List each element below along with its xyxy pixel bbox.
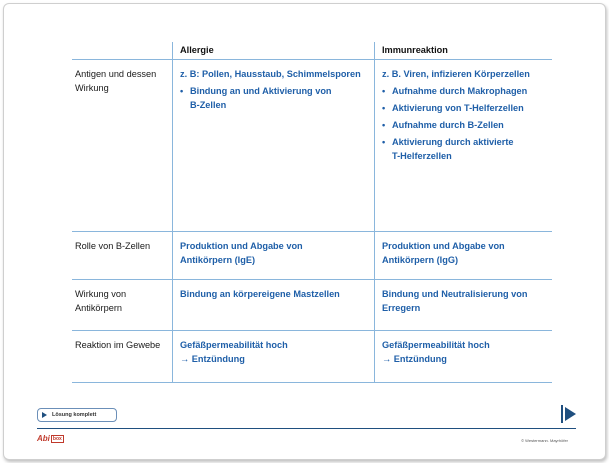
- bullet-text: Aufnahme durch Makrophagen: [392, 86, 528, 96]
- row-label: [72, 232, 172, 279]
- bullet-dot: •: [382, 137, 386, 147]
- header-empty: [72, 42, 172, 59]
- bullet-text: Aufnahme durch B-Zellen: [392, 120, 504, 130]
- allergy-cell: [172, 232, 374, 279]
- slide-frame: [3, 3, 606, 460]
- copyright-text: © Westermann. Mayrhöfer: [521, 438, 568, 443]
- immune-cell: [374, 232, 552, 279]
- row-label-line: Antikörpern: [75, 303, 122, 313]
- row-label: [72, 331, 172, 382]
- allergy-cell: [172, 280, 374, 330]
- bullet-text: Aktivierung durch aktivierte: [392, 137, 514, 147]
- play-icon: [42, 412, 47, 418]
- cell-line: → Entzündung: [180, 354, 245, 364]
- bullet-item: [180, 84, 368, 112]
- cell-line: Produktion und Abgabe von: [382, 241, 505, 251]
- row-label: [72, 280, 172, 330]
- abibox-logo: [37, 434, 64, 443]
- bullet-item: [382, 135, 548, 163]
- table-row-antigen: [72, 60, 552, 232]
- immune-cell: [374, 60, 552, 231]
- footer-divider: [37, 428, 576, 429]
- comparison-table: [72, 42, 552, 383]
- solution-complete-button[interactable]: [37, 408, 117, 422]
- bullet-dot: •: [382, 103, 386, 113]
- immune-cell: [374, 280, 552, 330]
- bullet-dot: •: [382, 86, 386, 96]
- bullet-text: B-Zellen: [190, 100, 227, 110]
- cell-line: Antikörpern (IgE): [180, 255, 256, 265]
- cell-line: Gefäßpermeabilität hoch: [382, 340, 490, 350]
- bullet-text: T-Helferzellen: [392, 151, 452, 161]
- cell-line: → Entzündung: [382, 354, 447, 364]
- bullet-item: [382, 118, 548, 132]
- allergy-cell: [172, 60, 374, 231]
- allergy-intro: z. B: Pollen, Hausstaub, Schimmelsporen: [180, 69, 361, 79]
- row-label-line: Wirkung von: [75, 289, 127, 299]
- cell-line: Produktion und Abgabe von: [180, 241, 303, 251]
- bullet-item: [382, 101, 548, 115]
- bullet-text: Aktivierung von T-Helferzellen: [392, 103, 524, 113]
- cell-line: Bindung und Neutralisierung von: [382, 289, 528, 299]
- row-label-line: Reaktion im Gewebe: [75, 340, 161, 350]
- table-header-row: [72, 42, 552, 60]
- row-label-line: Rolle von B-Zellen: [75, 241, 151, 251]
- header-allergy: Allergie: [172, 42, 374, 59]
- cell-line: Bindung an körpereigene Mastzellen: [180, 289, 340, 299]
- cell-line: Erregern: [382, 303, 421, 313]
- table-row-antibodies: [72, 280, 552, 331]
- row-label-line: Wirkung: [75, 83, 109, 93]
- immune-cell: [374, 331, 552, 382]
- row-label: [72, 60, 172, 231]
- header-immune: Immunreaktion: [374, 42, 552, 59]
- cell-line: Antikörpern (IgG): [382, 255, 459, 265]
- bullet-dot: •: [180, 86, 184, 96]
- bullet-text: Bindung an und Aktivierung von: [190, 86, 332, 96]
- logo-box: box: [52, 435, 62, 442]
- bullet-item: [382, 84, 548, 98]
- table-row-tissue: [72, 331, 552, 383]
- solution-button-label: Lösung komplett: [52, 412, 97, 418]
- immune-intro: z. B. Viren, infizieren Körperzellen: [382, 69, 530, 79]
- table-row-b-cells: [72, 232, 552, 280]
- cell-line: Gefäßpermeabilität hoch: [180, 340, 288, 350]
- next-arrow-icon[interactable]: [561, 405, 577, 423]
- row-label-line: Antigen und dessen: [75, 69, 157, 79]
- allergy-cell: [172, 331, 374, 382]
- bullet-dot: •: [382, 120, 386, 130]
- logo-text: Abi: [37, 434, 50, 443]
